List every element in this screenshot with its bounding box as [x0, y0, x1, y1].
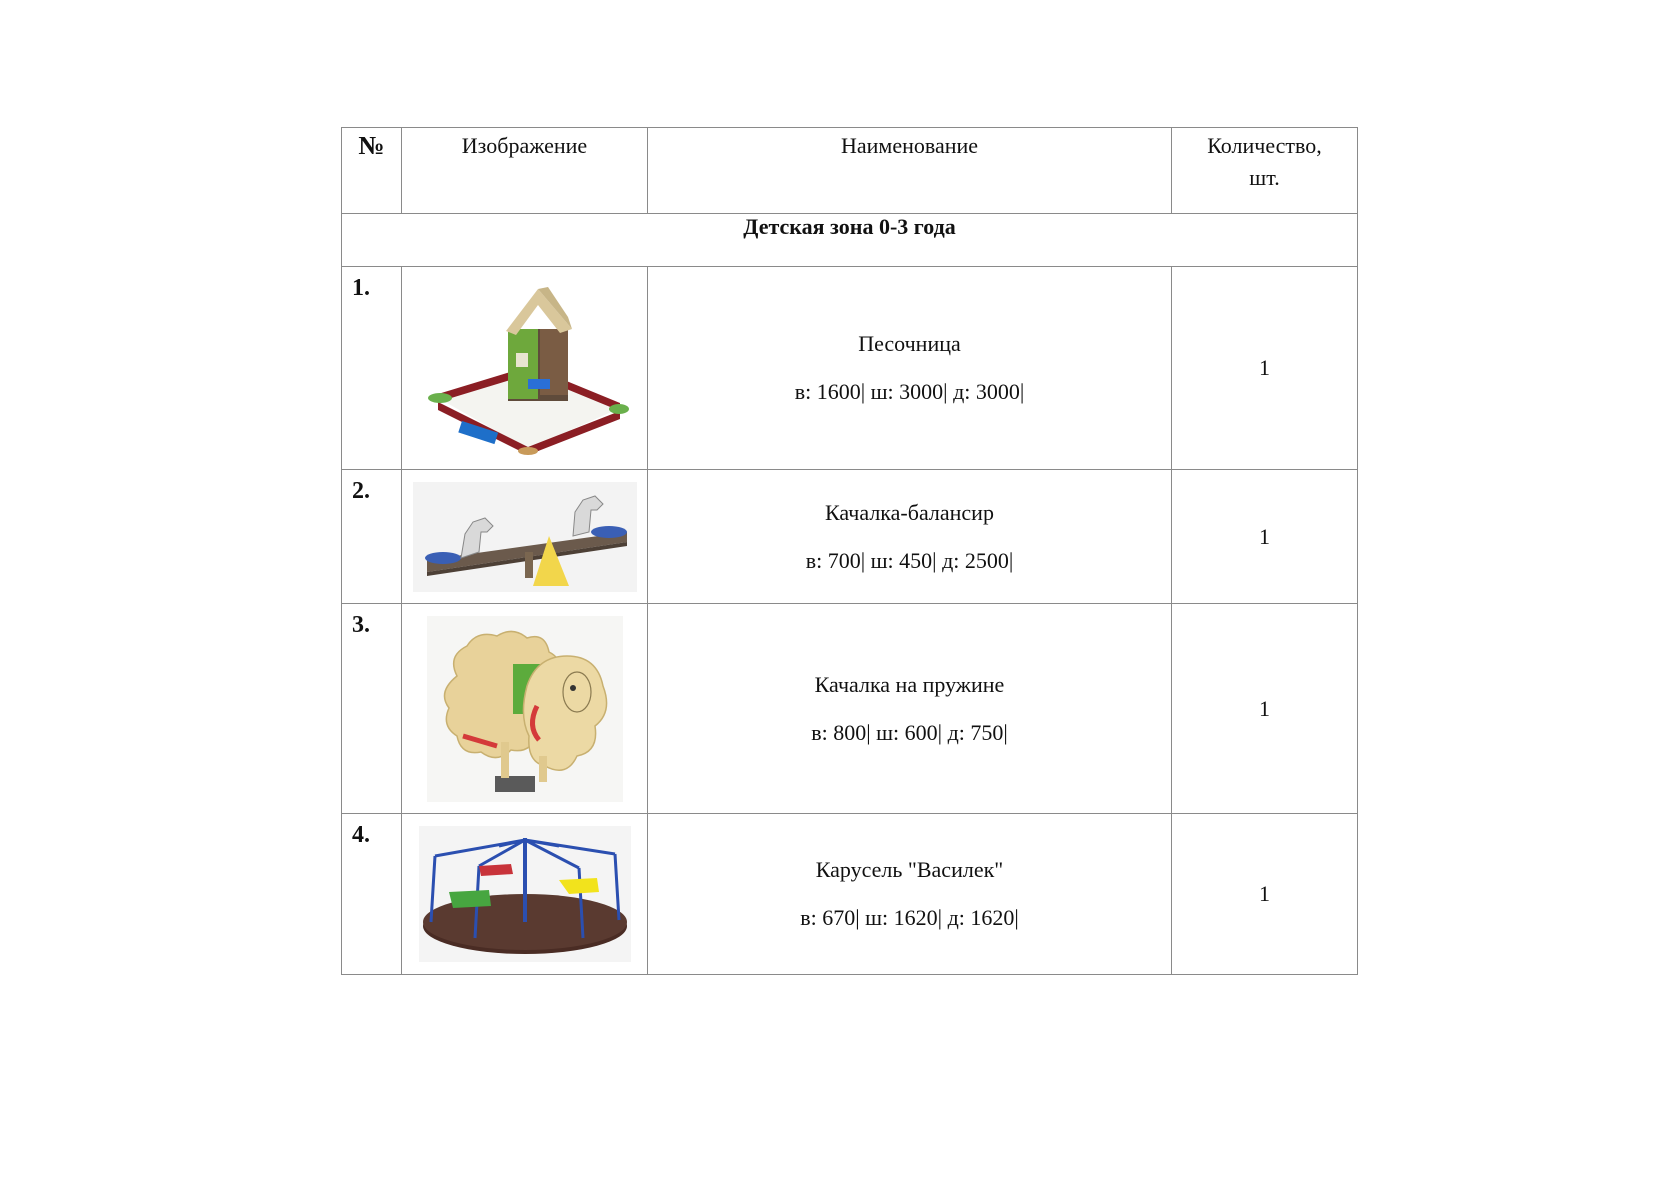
row-image [402, 814, 648, 975]
section-title: Детская зона 0-3 года [342, 214, 1358, 267]
table-row [342, 267, 1358, 470]
header-quantity [1172, 128, 1358, 214]
item-quantity: 1 [1172, 267, 1358, 470]
row-name-cell [648, 814, 1172, 975]
row-index: 4. [342, 814, 402, 975]
row-image [402, 470, 648, 604]
item-name: Песочница [858, 331, 961, 356]
item-dimensions: в: 700| ш: 450| д: 2500| [805, 547, 1014, 573]
item-dimensions: в: 800| ш: 600| д: 750| [811, 719, 1008, 745]
header-row [342, 128, 1358, 214]
equipment-table [341, 127, 1358, 975]
item-dimensions: в: 1600| ш: 3000| д: 3000| [794, 379, 1025, 404]
header-quantity-line2: шт. [1249, 165, 1280, 190]
header-quantity-line1: Количество, [1207, 133, 1322, 158]
item-name: Карусель "Василек" [815, 857, 1004, 882]
section-row [342, 214, 1358, 267]
table-row [342, 604, 1358, 814]
row-index: 3. [342, 604, 402, 814]
carousel-icon [419, 826, 631, 962]
seesaw-horses-icon [413, 482, 637, 592]
row-image [402, 604, 648, 814]
table-row [342, 470, 1358, 604]
table-row [342, 814, 1358, 975]
item-name: Качалка-балансир [825, 499, 994, 525]
header-name: Наименование [648, 128, 1172, 214]
row-name-cell [648, 470, 1172, 604]
item-dimensions: в: 670| ш: 1620| д: 1620| [800, 905, 1019, 930]
item-quantity: 1 [1172, 814, 1358, 975]
row-image [402, 267, 648, 470]
header-number: № [342, 128, 402, 214]
row-name-cell [648, 267, 1172, 470]
sandbox-house-icon [420, 281, 630, 456]
item-quantity: 1 [1172, 470, 1358, 604]
row-index: 2. [342, 470, 402, 604]
item-quantity: 1 [1172, 604, 1358, 814]
sheep-spring-rocker-icon [427, 616, 623, 802]
item-name: Качалка на пружине [814, 671, 1005, 697]
row-index: 1. [342, 267, 402, 470]
row-name-cell [648, 604, 1172, 814]
header-image: Изображение [402, 128, 648, 214]
